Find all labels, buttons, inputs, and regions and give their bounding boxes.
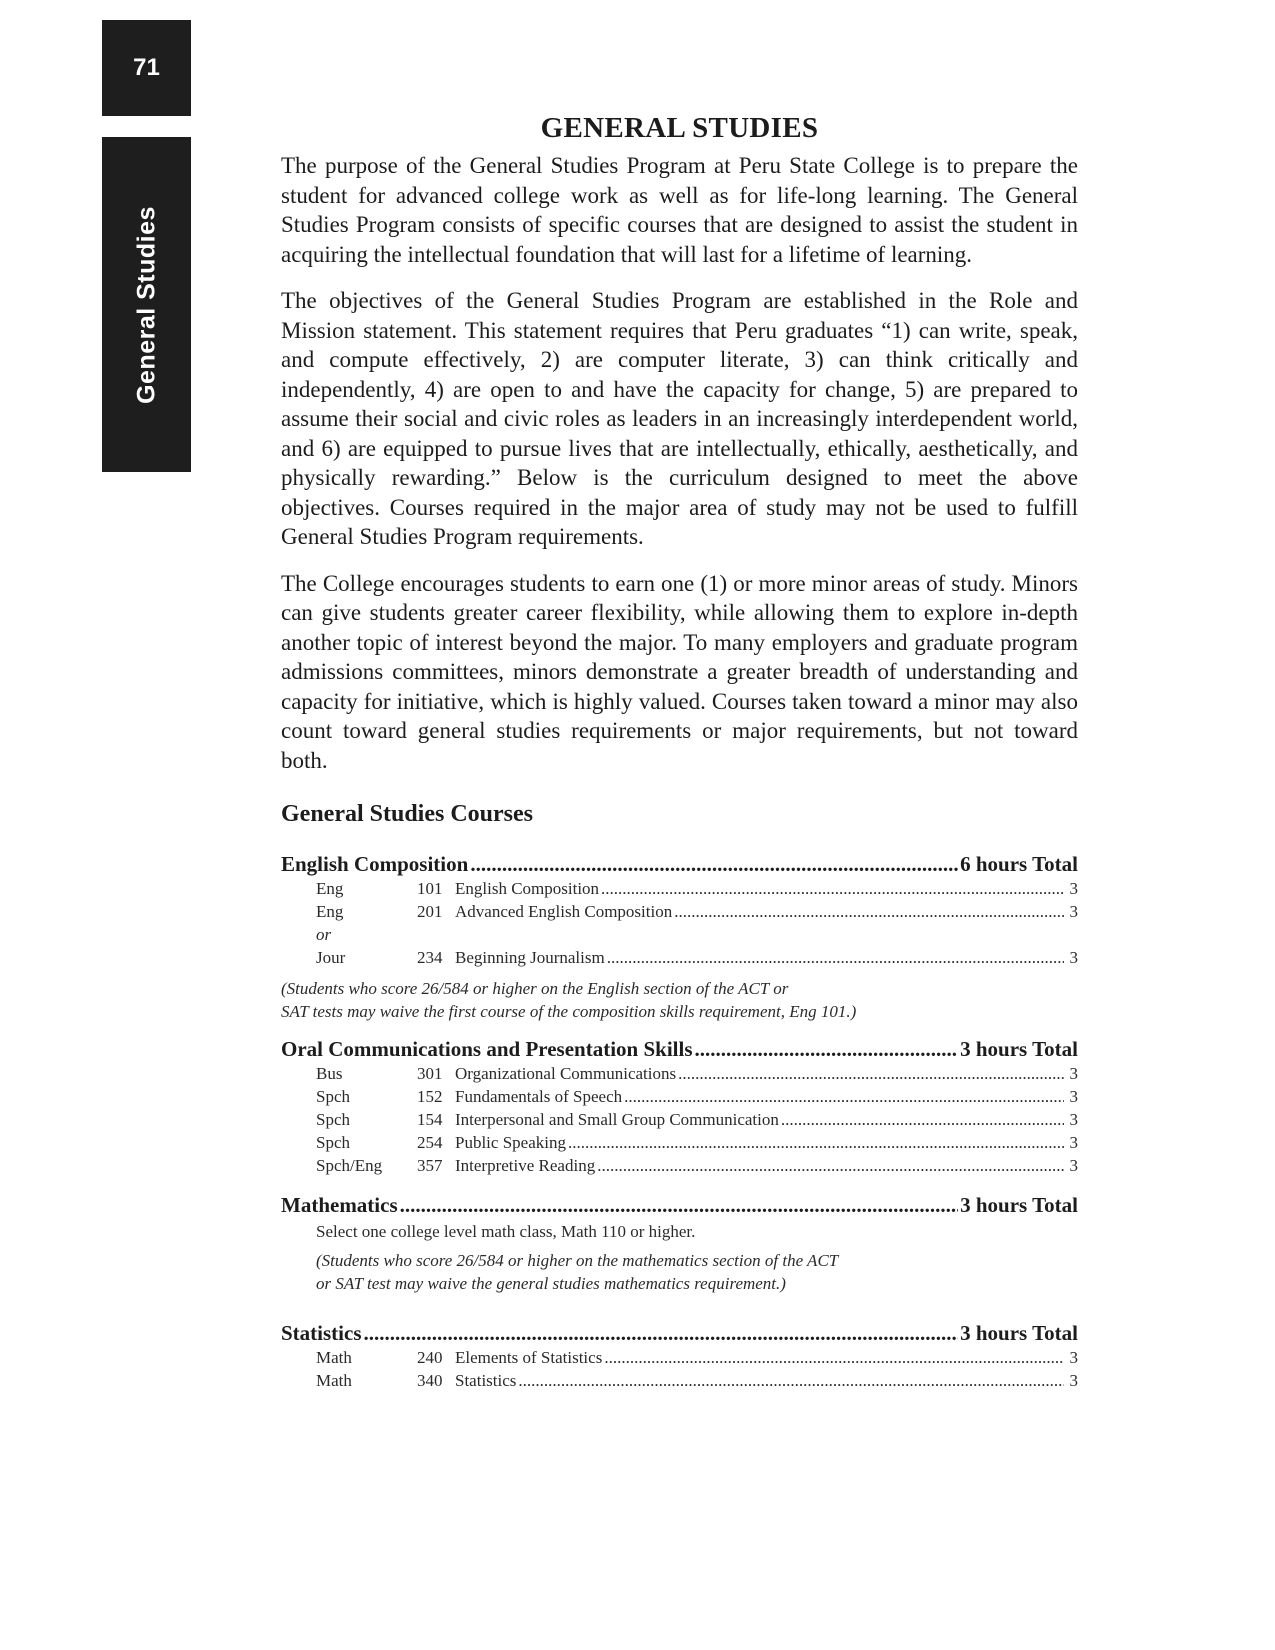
courses-heading: General Studies Courses bbox=[281, 801, 533, 827]
course-number: 234 bbox=[417, 948, 443, 967]
course-credits: 3 bbox=[1069, 1371, 1078, 1390]
section-tab-label: General Studies bbox=[132, 205, 160, 404]
section-header bbox=[281, 852, 1078, 877]
note-line: (Students who score 26/584 or higher on the English section of the ACT or bbox=[281, 979, 789, 998]
course-dept: Math bbox=[316, 1348, 352, 1367]
course-dept: Bus bbox=[316, 1064, 343, 1083]
course-title: Fundamentals of Speech bbox=[455, 1087, 623, 1106]
course-number: 101 bbox=[417, 879, 443, 898]
course-row bbox=[281, 1064, 1078, 1087]
course-credits: 3 bbox=[1069, 1064, 1078, 1083]
section-name: Oral Communications and Presentation Skills bbox=[281, 1037, 693, 1061]
course-row bbox=[281, 1371, 1078, 1394]
course-row bbox=[281, 1156, 1078, 1179]
section-statistics bbox=[281, 1321, 1078, 1394]
course-title: Interpretive Reading bbox=[455, 1156, 596, 1175]
dot-leader bbox=[624, 1087, 1064, 1107]
section-tab bbox=[102, 137, 191, 472]
course-number: 240 bbox=[417, 1348, 443, 1367]
course-dept: Spch bbox=[316, 1087, 350, 1106]
course-row bbox=[281, 902, 1078, 925]
course-credits: 3 bbox=[1069, 1110, 1078, 1129]
section-header bbox=[281, 1193, 1078, 1218]
section-header bbox=[281, 1037, 1078, 1062]
course-number: 152 bbox=[417, 1087, 443, 1106]
course-credits: 3 bbox=[1069, 1087, 1078, 1106]
course-number: 154 bbox=[417, 1110, 443, 1129]
course-number: 340 bbox=[417, 1371, 443, 1390]
page-content bbox=[281, 112, 1078, 1408]
section-name: Mathematics bbox=[281, 1193, 398, 1217]
course-credits: 3 bbox=[1069, 1133, 1078, 1152]
course-row bbox=[281, 1133, 1078, 1156]
course-dept: Math bbox=[316, 1371, 352, 1390]
section-header bbox=[281, 1321, 1078, 1346]
dot-leader bbox=[568, 1133, 1064, 1153]
course-row bbox=[281, 1087, 1078, 1110]
course-dept: Spch bbox=[316, 1110, 350, 1129]
course-title: Advanced English Composition bbox=[455, 902, 673, 921]
course-title: Beginning Journalism bbox=[455, 948, 605, 967]
note-line: SAT tests may waive the first course of the composition skills requirement, Eng 101.) bbox=[281, 1002, 857, 1021]
course-title: Public Speaking bbox=[455, 1133, 566, 1152]
course-title: Interpersonal and Small Group Communication bbox=[455, 1110, 779, 1129]
course-title: Organizational Communications bbox=[455, 1064, 677, 1083]
section-english-composition bbox=[281, 852, 1078, 1023]
section-total: 6 hours Total bbox=[960, 852, 1078, 876]
dot-leader bbox=[518, 1371, 1064, 1391]
course-credits: 3 bbox=[1069, 879, 1078, 898]
course-dept: Spch bbox=[316, 1133, 350, 1152]
course-credits: 3 bbox=[1069, 1156, 1078, 1175]
course-dept: Eng bbox=[316, 879, 344, 898]
course-number: 301 bbox=[417, 1064, 443, 1083]
section-mathematics bbox=[281, 1193, 1078, 1295]
course-row bbox=[281, 1348, 1078, 1371]
course-row bbox=[281, 948, 1078, 971]
paragraph-purpose: The purpose of the General Studies Program at Peru State College is to prepare the student for advanced college work as well as for life-long learning. The General Studies Program consists of specific courses that are designed to assist the student in acquiring the intellectual foundation that will last for a lifetime of learning. bbox=[281, 153, 1078, 267]
course-number: 254 bbox=[417, 1133, 443, 1152]
section-total: 3 hours Total bbox=[960, 1037, 1078, 1061]
dot-leader bbox=[470, 852, 958, 877]
section-total: 3 hours Total bbox=[960, 1321, 1078, 1345]
dot-leader bbox=[601, 879, 1064, 899]
dot-leader bbox=[604, 1348, 1064, 1368]
course-credits: 3 bbox=[1069, 1348, 1078, 1367]
paragraph-minors: The College encourages students to earn one (1) or more minor areas of study. Minors can give students greater career flexibility, while allowing them to explore in-depth another topic of interest beyond the major. To many employers and graduate program admissions committees, minors demonstrate a greater breadth of understanding and capacity for initiative, which is highly valued. Courses taken toward a minor may also count toward general studies requirements or major requirements, but not toward both. bbox=[281, 570, 1078, 773]
page-number: 71 bbox=[133, 54, 160, 81]
dot-leader bbox=[400, 1193, 958, 1218]
course-title: Statistics bbox=[455, 1371, 517, 1390]
dot-leader bbox=[364, 1321, 959, 1346]
dot-leader bbox=[678, 1064, 1064, 1084]
course-or: or bbox=[316, 925, 332, 944]
course-dept: Eng bbox=[316, 902, 344, 921]
section-text: Select one college level math class, Math 110 or higher. bbox=[316, 1222, 696, 1241]
course-dept: Spch/Eng bbox=[316, 1156, 383, 1175]
section-oral-communications bbox=[281, 1037, 1078, 1179]
course-number: 201 bbox=[417, 902, 443, 921]
course-number: 357 bbox=[417, 1156, 443, 1175]
course-title: English Composition bbox=[455, 879, 600, 898]
course-row bbox=[281, 1110, 1078, 1133]
dot-leader bbox=[695, 1037, 959, 1062]
course-title: Elements of Statistics bbox=[455, 1348, 603, 1367]
course-row bbox=[281, 879, 1078, 902]
course-credits: 3 bbox=[1069, 902, 1078, 921]
dot-leader bbox=[674, 902, 1064, 922]
page-number-tab bbox=[102, 20, 191, 116]
note-line: or SAT test may waive the general studies mathematics requirement.) bbox=[316, 1274, 786, 1293]
course-dept: Jour bbox=[316, 948, 346, 967]
dot-leader bbox=[597, 1156, 1064, 1176]
section-total: 3 hours Total bbox=[960, 1193, 1078, 1217]
note-line: (Students who score 26/584 or higher on the mathematics section of the ACT bbox=[316, 1251, 839, 1270]
section-note bbox=[281, 977, 1078, 1023]
paragraph-objectives: The objectives of the General Studies Program are established in the Role and Mission statement. This statement requires that Peru graduates “1) can write, speak, and compute effectively, 2) are computer literate, 3) can think critically and independently, 4) are open to and have the capacity for change, 5) are prepared to assume their social and civic roles as leaders in an increasingly interdependent world, and 6) are equipped to pursue lives that are intellectually, ethically, aesthetically, and physically rewarding.” Below is the curriculum designed to meet the above objectives. Courses required in the major area of study may not be used to fulfill General Studies Program requirements. bbox=[281, 288, 1078, 549]
course-credits: 3 bbox=[1069, 948, 1078, 967]
page-title: GENERAL STUDIES bbox=[540, 112, 819, 144]
section-name: Statistics bbox=[281, 1321, 362, 1345]
section-name: English Composition bbox=[281, 852, 469, 876]
dot-leader bbox=[781, 1110, 1064, 1130]
dot-leader bbox=[607, 948, 1064, 968]
section-note bbox=[316, 1249, 1078, 1295]
